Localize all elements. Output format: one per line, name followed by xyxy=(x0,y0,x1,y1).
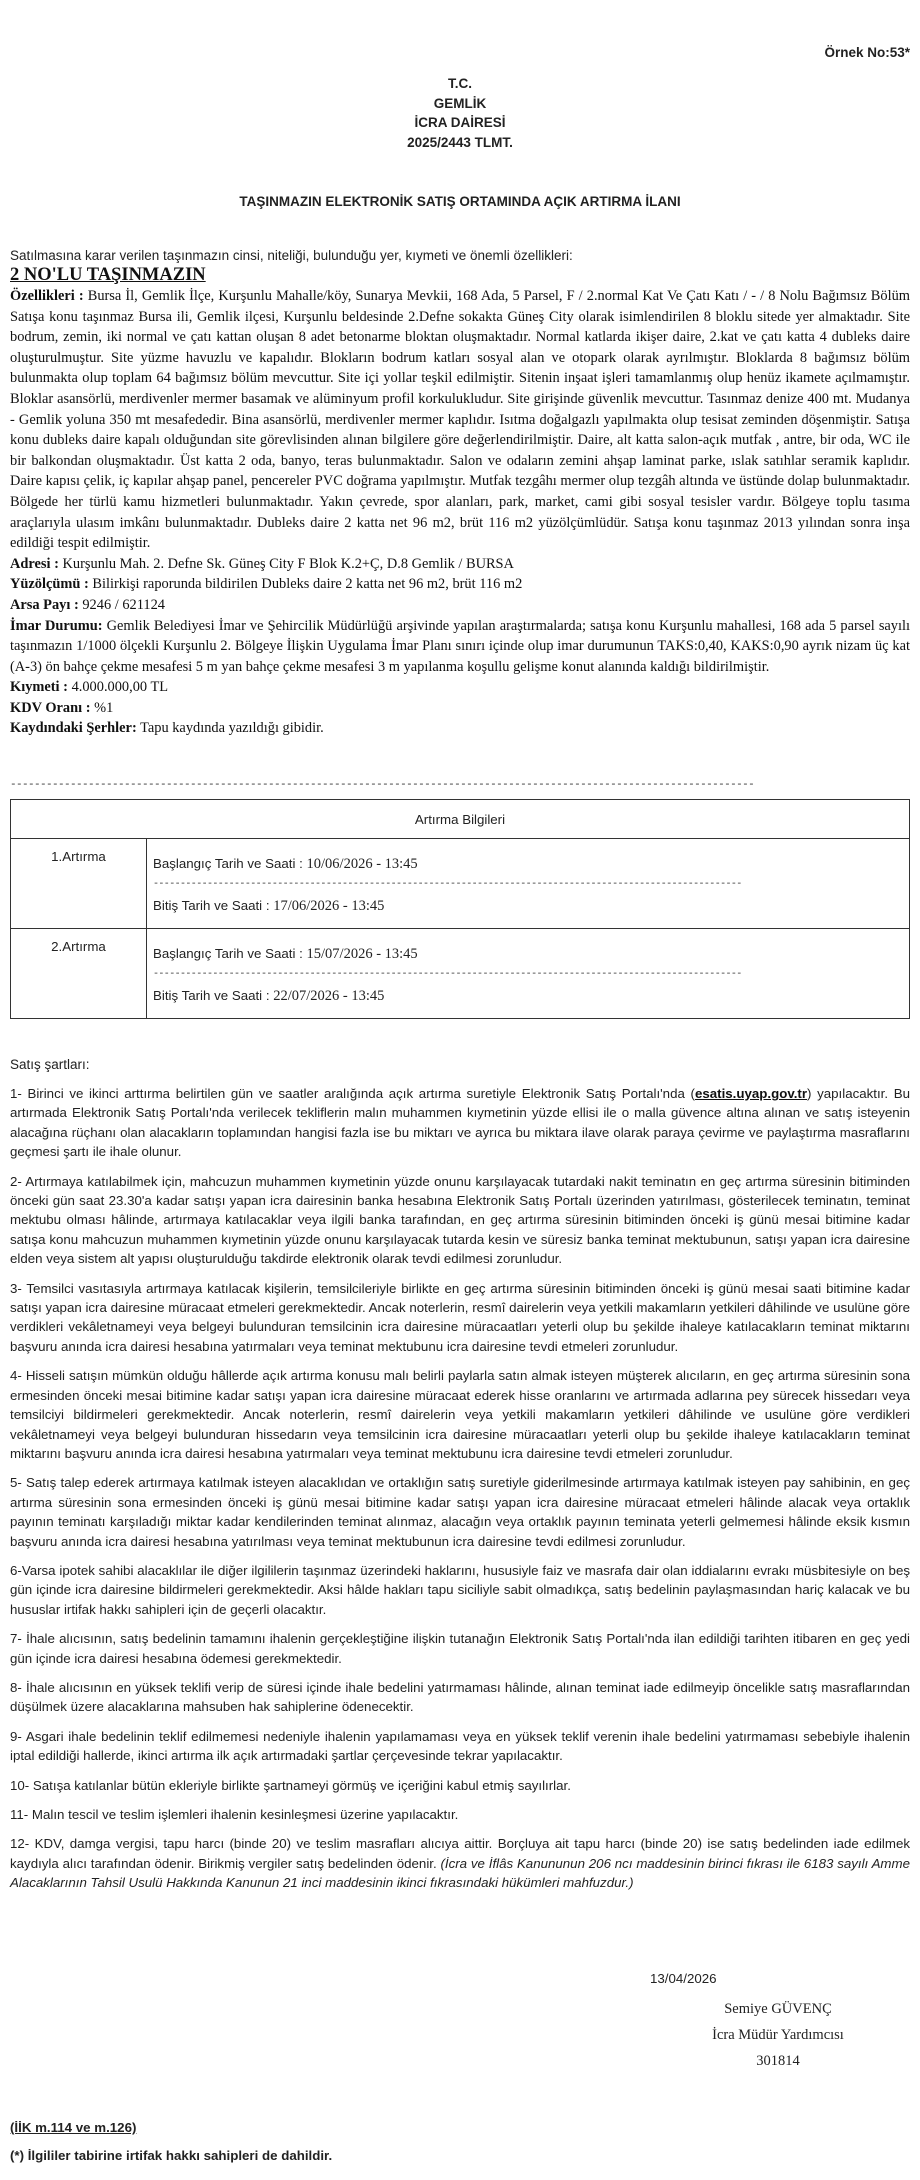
notes-label: Kaydındaki Şerhler: xyxy=(10,720,137,737)
auction-dates-cell xyxy=(147,839,910,929)
condition-4: 4- Hisseli satışın mümkün olduğu hâllerde açık artırma konusu malı belirli paylarla satın almak isteyen müşterek alıcıların, en geç artırma süresinin sona ermesinden önceki mesai bitimine kadar satışı yapan icra dairesine müracaat ederek hisse oranlarını ve artırmada adlarına pey sürecek hissedarı veya temsilciyi bildirmeleri gerekmektedir. Ancak noterlerin, resmî dairelerin veya yetkili makamların yetkileri dâhilinde ve usulüne göre verdikleri vekâletnameyi veya belgeyi bulunduran hissedarın veya temsilcinin icra dairesine müracaatları yeterli olup bu şekilde ihaleye katılacakların teminat miktarını başvuru anında icra dairesi hesabına yatırmaları veya teminat mektubunu icra dairesine tevdi etmeleri zorunludur. xyxy=(10,1368,910,1461)
property-zoning xyxy=(10,616,910,678)
dates-separator: ------------------------------------------------------------------------------------------------------------- xyxy=(153,879,742,890)
property-area xyxy=(10,574,910,595)
vat-label: KDV Oranı : xyxy=(10,699,91,716)
condition-12-legal-note: (İcra ve İflâs Kanununun 206 ncı maddesinin birinci fıkrası ile 6183 sayılı Amme Alacaklarının Tahsil Usulü Hakkında Kanunun 21 inci maddesinin ikinci fıkrasındaki hükümleri mahfuzdur.) xyxy=(10,1855,910,1891)
features-text: Bursa İl, Gemlik İlçe, Kurşunlu Mahalle/köy, Sunarya Mevkii, 168 Ada, 5 Parsel, F / 2.normal Kat Ve Çatı Katı / - / 8 Nolu Bağımsız Bölüm Satışa konu taşınmaz Bursa ili, Gemlik ilçesi, Kurşunlu beldesinde 2.Defne sokakta Güneş City olarak isimlendirilen 8 bloklu sitede yer almaktadır. Site bodrum, zemin, iki normal ve çatı kattan oluşan 8 adet betonarme bloktan oluşmaktadır. Normal katlarda ikişer daire, 2.kat ve çatı katta 4 dubleks daire oluşturulmuştur. Site yüzme havuzlu ve kapalıdır. Blokların bodrum katları sosyal alan ve otopark olarak ayrılmıştır. Bloklarda 8 bağımsız bölüm bulunmakta olup toplam 64 bağımsız bölüm mevcuttur. Site içi yollar teşkil edilmiştir. Sitenin inşaat işleri tamamlanmış olup henüz ikamete açılmamıştır. Bloklar asansörlü, merdivenler mermer basamak ve alüminyum profil korkulukludur. Site girişinde güvenlik mevcuttur. Tasınmaz denize 400 mt. Mudanya - Gemlik yoluna 350 mt mesafededir. Bina asansörlü, merdivenler mermer kaplıdır. Isıtma doğalgazlı yapılmakta olup tesisat zeminden döşenmiştir. Satışa konu dubleks daire kapalı olduğundan site görevlisinden alınan bilgilere göre değerlendirilmiştir. Daire, alt katta salon-açık mutfak , antre, bir oda, WC ile bir balkondan oluşmaktadır. Üst katta 2 oda, banyo, teras bulunmaktadır. Salon ve odaların zemini ahşap laminat parke, ıslak satıhlar seramik kaplıdır. Daire kapısı çelik, iç kapılar ahşap panel, pencereler PVC doğrama yapılmıştır. Mutfak tezgâhı mermer olup tezgâh altında ve üstünde dolap bulunmaktadır. Bölgede her türlü kamu hizmetleri bulunmaktadır. Yakın çevrede, spor alanları, park, market, cami gibi sosyal tesisler vardır. Bölgeye toplu tasıma araçlarıyla ulasım imkânı bulunmaktadır. Dubleks daire 2 katta net 96 m2, brüt 116 m2 yüzölçümlüdür. Satışa konu taşınmaz 2013 yılından sonra inşa edildiği tespit edilmiştir. xyxy=(10,288,910,552)
header-line-4: 2025/2443 TLMT. xyxy=(407,134,513,150)
property-address xyxy=(10,554,910,575)
signatory-id: 301814 xyxy=(756,2053,800,2069)
condition-1-pre: 1- Birinci ve ikinci arttırma belirtilen gün ve saatler aralığında açık artırma suretiyle Elektronik Satış Portalı'nda ( xyxy=(10,1086,695,1101)
auction-start xyxy=(153,939,903,969)
auction-end xyxy=(153,891,903,921)
notes-text: Tapu kaydında yazıldığı gibidir. xyxy=(140,720,324,737)
condition-1 xyxy=(10,1084,910,1162)
signatory xyxy=(648,1996,908,2074)
start-datetime: 10/06/2026 - 13:45 xyxy=(306,856,418,872)
condition-2: 2- Artırmaya katılabilmek için, mahcuzun muhammen kıymetinin yüzde onunu karşılayacak tutardaki nakit teminatın en geç artırma süresinin bitiminden önceki gün saat 23.30'a kadar satışı yapan icra dairesinin banka hesabına Elektronik Satış Portalı üzerinden yatırılması, gösterilecek teminatın, teminat mektubu olması hâlinde, artırmaya katılacaklar veya ilgili banka tarafından, en geç artırma süresinin bitiminden önceki iş günü mesai bitimine kadar satışa konu mahcuzun muhammen kıymetinin yüzde onunu karşılayacak tutarda kesin ve süresiz banka teminat mektubunun, satışı yapan icra dairesine elden veya sistem alt yapısı oluşturulduğu takdirde elektronik olarak tevdi edilmesi zorunludur. xyxy=(10,1173,910,1267)
auction-row-2 xyxy=(11,929,910,1019)
auction-table-header: Artırma Bilgileri xyxy=(11,800,910,839)
share-text: 9246 / 621124 xyxy=(82,596,165,613)
condition-12 xyxy=(10,1834,910,1892)
auction-dates-cell xyxy=(147,929,910,1019)
example-number: Örnek No:53* xyxy=(824,45,910,60)
end-datetime: 17/06/2026 - 13:45 xyxy=(273,898,385,914)
area-label: Yüzölçümü : xyxy=(10,576,89,593)
auction-row-1 xyxy=(11,839,910,929)
zoning-label: İmar Durumu: xyxy=(10,617,103,634)
condition-11: 11- Malın tescil ve teslim işlemleri ihalenin kesinleşmesi üzerine yapılacaktır. xyxy=(10,1807,459,1822)
document-header xyxy=(0,74,920,152)
value-text: 4.000.000,00 TL xyxy=(71,679,169,696)
start-label: Başlangıç Tarih ve Saati : xyxy=(153,946,303,961)
condition-1-post: ) yapılacaktır. Bu artırmada Elektronik Satış Portalı'nda verilecek tekliflerin malın muhammen kıymetinin yüzde ellisi ile o malla güvence altına alınan ve satış isteyenin alacağına rüçhanı olan alacakların toplamından hangisi fazla ise bu miktarı ve ayrıca bu miktara ilave olarak paraya çevirme ve paylaştırma masraflarını geçmesi şartı ile ihale olunur. xyxy=(10,1086,910,1160)
zoning-text: Gemlik Belediyesi İmar ve Şehircilik Müdürlüğü arşivinde yapılan araştırmalarda; satışa konu Kurşunlu mahallesi, 168 ada 5 parsel sayılı taşınmazın 1/1000 ölçekli Kurşunlu 2. Bölgeye İlişkin Uygulama İmar Planı sınırı içinde olup imar durumunun TAKS:0,40, KAKS:0,90 ayrık nizam üç kat (A-3) ön bahçe çekme mesafesi 5 m yan bahçe çekme mesafesi 3 m yapılanma koşullu gelişme konut alanında kaldığı bildirilmiştir. xyxy=(10,617,911,675)
condition-10: 10- Satışa katılanlar bütün ekleriyle birlikte şartnameyi görmüş ve içeriğini kabul etmiş sayılırlar. xyxy=(10,1777,571,1793)
property-value xyxy=(10,677,910,698)
area-text: Bilirkişi raporunda bildirilen Dubleks daire 2 katta net 96 m2, brüt 116 m2 xyxy=(92,576,523,593)
value-label: Kıymeti : xyxy=(10,679,68,696)
condition-3: 3- Temsilci vasıtasıyla artırmaya katılacak kişilerin, temsilcileriyle birlikte en geç artırma süresinin bitiminden önceki iş günü mesai saati bitimine kadar satışı yapan icra dairesine müracaat etmeleri gerekmektedir. Ancak noterlerin, resmî dairelerin veya yetkili makamların yetkileri dâhilinde ve usulüne göre verdikleri vekâletnameyi veya belgeyi bulunduran temsilcinin icra dairesine müracaatları yeterli olup bu şekilde ihaleye katılacakların teminat miktarını başvuru anında icra dairesi hesabına yatırmaları veya teminat mektubunu icra dairesine tevdi etmeleri zorunludur. xyxy=(10,1280,910,1354)
section-divider: ---------------------------------------------------------------------------------------------------------------------------- xyxy=(10,779,755,791)
condition-5: 5- Satış talep ederek artırmaya katılmak isteyen alacaklıdan ve ortaklığın satış suretiyle giderilmesinde artırmaya katılmak isteyen pay sahibinin, en geç artırma süresinin sona ermesinden önceki iş günü mesai bitimine kadar satışı yapan icra dairesine müracaat etmeleri hâlinde alacak veya ortaklık payının teminatı karşıladığı miktar kadar kendilerinden teminat alınmaz, alacağın veya ortaklık payının teminata yeterli gelmemesi hâlinde eksik kısmın başvuru anında icra dairesi hesabına yatırılması veya teminat mektubunun icra dairesine tevdi edilmesi zorunludur. xyxy=(10,1475,910,1549)
property-features xyxy=(10,286,910,554)
condition-12-text: 12- KDV, damga vergisi, tapu harcı (binde 20) ve teslim masrafları alıcıya aittir. Borçluya ait tapu harcı (binde 20) ise satış bedelinden iade edilmek kaydıyla alıcı tarafından ödenir. Birikmiş vergiler satış bedelinden ödenir. xyxy=(10,1836,910,1871)
sale-conditions xyxy=(10,1084,910,1903)
header-line-3: İCRA DAİRESİ xyxy=(414,115,506,130)
header-line-2: GEMLİK xyxy=(433,95,487,111)
condition-8: 8- İhale alıcısının en yüksek teklifi verip de süresi içinde ihale bedelini yatırmaması hâlinde, alınan teminat iade edilmeyip öncelikle satış masraflarından düşülmek üzere alacaklarına mahsuben hak sahiplerine ödenecektir. xyxy=(10,1679,910,1715)
signatory-title: İcra Müdür Yardımcısı xyxy=(712,2027,844,2043)
condition-9: 9- Asgari ihale bedelinin teklif edilmemesi nedeniyle ihalenin yapılamaması veya en yüksek teklif verenin ihale bedelini yatırmaması sebebiyle ihalenin iptal edildiği hallerde, ikinci artırma ilk açık artırmadaki şartlar çerçevesinde tekrar yapılacaktır. xyxy=(10,1728,910,1764)
features-label: Özellikleri : xyxy=(10,288,84,304)
start-label: Başlangıç Tarih ve Saati : xyxy=(153,856,303,871)
property-notes xyxy=(10,718,910,739)
auction-round-label: 2.Artırma xyxy=(11,929,147,1019)
property-share xyxy=(10,595,910,616)
dates-separator: ------------------------------------------------------------------------------------------------------------- xyxy=(153,969,742,980)
footnote: (*) İlgililer tabirine irtifak hakkı sahipleri de dahildir. xyxy=(10,2148,333,2163)
property-heading: 2 NO'LU TAŞINMAZIN xyxy=(10,265,206,285)
auction-start xyxy=(153,849,903,879)
start-datetime: 15/07/2026 - 13:45 xyxy=(306,946,418,962)
document-title: TAŞINMAZIN ELEKTRONİK SATIŞ ORTAMINDA AÇIK ARTIRMA İLANI xyxy=(239,194,681,209)
end-label: Bitiş Tarih ve Saati : xyxy=(153,988,270,1003)
auction-round-label: 1.Artırma xyxy=(11,839,147,929)
law-reference: (İİK m.114 ve m.126) xyxy=(10,2120,137,2135)
property-section xyxy=(10,264,910,739)
condition-6: 6-Varsa ipotek sahibi alacaklılar ile diğer ilgililerin taşınmaz üzerindeki haklarını, hususiyle faiz ve masrafa dair olan iddialarını evrakı müsbitesiyle on beş gün içinde icra dairesine bildirmeleri gerekmektedir. Aksi hâlde hakları tapu siciliyle sabit olmadıkça, satış bedelinin paylaşmasından hariç kalacak ve bu hususlar irtifak hakkı sahipleri için de geçerli olacaktır. xyxy=(10,1562,910,1617)
condition-7: 7- İhale alıcısının, satış bedelinin tamamını ihalenin gerçekleştiğine ilişkin tutanağın Elektronik Satış Portalı'nda ilan edildiği tarihten itibaren en geç yedi gün içinde icra dairesi hesabına ödemesi gerekmektedir. xyxy=(10,1631,910,1666)
auction-table-header-row xyxy=(11,800,910,839)
share-label: Arsa Payı : xyxy=(10,596,79,613)
address-label: Adresi : xyxy=(10,555,59,572)
intro-text: Satılmasına karar verilen taşınmazın cinsi, niteliği, bulunduğu yer, kıymeti ve önemli özellikleri: xyxy=(10,248,573,263)
signatory-name: Semiye GÜVENÇ xyxy=(724,2001,832,2017)
vat-text: %1 xyxy=(94,699,114,716)
auction-info-table xyxy=(10,799,910,1019)
signature-date: 13/04/2026 xyxy=(650,1971,717,1986)
address-text: Kurşunlu Mah. 2. Defne Sk. Güneş City F Blok K.2+Ç, D.8 Gemlik / BURSA xyxy=(62,555,514,572)
esatis-link[interactable]: esatis.uyap.gov.tr xyxy=(694,1086,808,1101)
conditions-heading: Satış şartları: xyxy=(10,1057,90,1072)
header-line-1: T.C. xyxy=(447,76,472,91)
auction-end xyxy=(153,981,903,1011)
end-datetime: 22/07/2026 - 13:45 xyxy=(273,988,385,1004)
end-label: Bitiş Tarih ve Saati : xyxy=(153,898,270,913)
property-vat xyxy=(10,698,910,719)
